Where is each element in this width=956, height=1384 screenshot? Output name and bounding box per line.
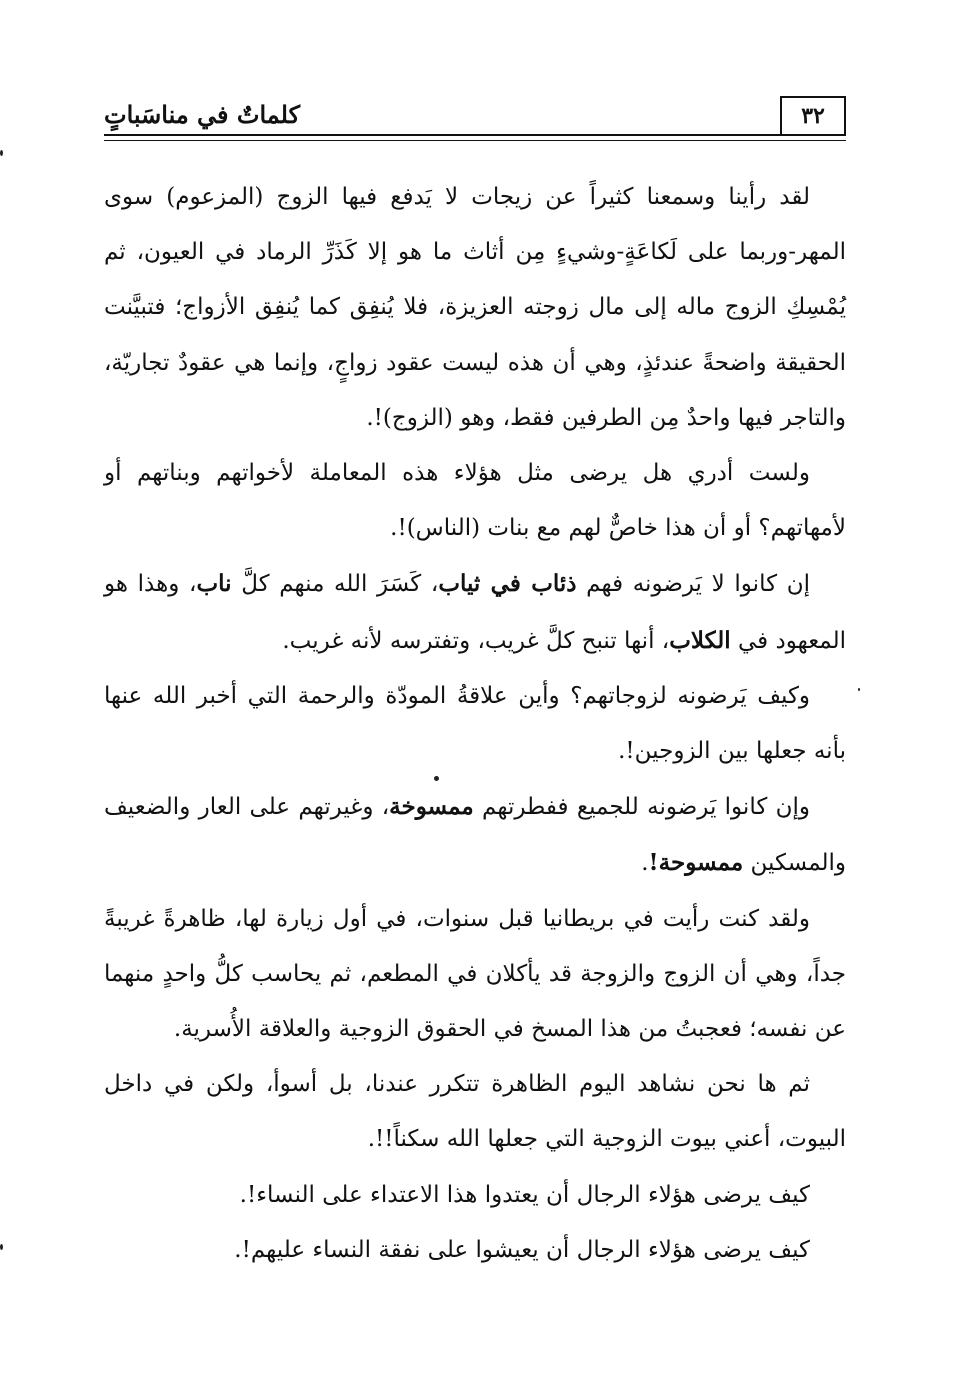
paragraph [104,669,846,779]
emphasis-run: ممسوحة! [648,849,744,877]
paragraph-text: لقد رأينا وسمعنا كثيراً عن زيجات لا يَدفع فيها الزوج (المزعوم) سوى المهر-وربما على لَكاعَةٍ-وشيءٍ مِن أثاث ما هو إلا كَذَرِّ الرماد في العيون، ثم يُمْسِكِ الزوج ماله إلى مال زوجته العزيزة، فلا يُنفِق كما يُنفِق الأزواج؛ فتبيَّنت الحقيقة واضحةً عندئذٍ، وهي أن هذه ليست عقود زواجٍ، وإنما هي عقودٌ تجاريّة، والتاجر فيها واحدٌ مِن الطرفين فقط، وهو (الزوج)!. [104,184,846,431]
emphasis-run: ممسوخة [389,793,474,821]
paragraph-text: ولست أدري هل يرضى مثل هؤلاء هذه المعاملة لأخواتهم وبناتهم أو لأمهاتهم؟ أو أن هذا خاصٌّ لهم مع بنات (الناس)!. [104,460,846,542]
text-run: ، كَسَرَ الله منهم كلَّ [231,571,439,598]
scan-speck [434,776,439,781]
paragraph [104,892,846,1058]
scan-speck [0,150,3,156]
paragraph [104,446,846,556]
running-title: كلماتٌ في مناسَباتٍ [104,100,301,129]
page-number: ٣٢ [780,96,846,134]
paragraph [104,556,846,668]
text-run: وإن كانوا يَرضونه للجميع ففطرتهم [473,794,810,821]
paragraph [104,1168,846,1223]
header-rule [104,134,846,141]
scan-speck [858,688,860,691]
text-run: ، أنها تنبح كلَّ غريب، وتفترسه لأنه غريب. [282,627,670,654]
text-run: . [641,850,649,877]
scan-speck [0,1244,3,1250]
text-run: إن كانوا لا يَرضونه فهم [576,571,810,598]
paragraph [104,1223,846,1278]
paragraph-text: كيف يرضى هؤلاء الرجال أن يعتدوا هذا الاعتداء على النساء!. [239,1181,810,1208]
paragraph-text: ولقد كنت رأيت في بريطانيا قبل سنوات، في أول زيارة لها، ظاهرةً غريبةً جداً، وهي أن الزوج والزوجة قد يأكلان في المطعم، ثم يحاسب كلُّ واحدٍ منهما عن نفسه؛ فعجبتُ من هذا المسخ في الحقوق الزوجية والعلاقة الأُسرية. [104,905,846,1043]
emphasis-run: ناب [196,570,232,598]
paragraph [104,170,846,446]
text-run: ، وغيرتهم على العار والضعيف والمسكين [104,794,846,877]
page-header [104,94,846,144]
emphasis-run: ذئاب في ثياب [438,570,577,598]
paragraph [104,1057,846,1167]
paragraph-text: ثم ها نحن نشاهد اليوم الظاهرة تتكرر عندنا، بل أسوأ، ولكن في داخل البيوت، أعني بيوت الزوجية التي جعلها الله سكناً!!. [104,1071,846,1153]
text-run: ، وهذا هو المعهود في [104,571,846,654]
paragraph [104,779,846,891]
emphasis-run: الكلاب [669,626,731,654]
body-text [104,170,846,1278]
paragraph-text: وكيف يَرضونه لزوجاتهم؟ وأين علاقةُ المودّة والرحمة التي أخبر الله عنها بأنه جعلها بين الزوجين!. [104,682,846,765]
paragraph-text: كيف يرضى هؤلاء الرجال أن يعيشوا على نفقة النساء عليهم!. [234,1236,810,1263]
